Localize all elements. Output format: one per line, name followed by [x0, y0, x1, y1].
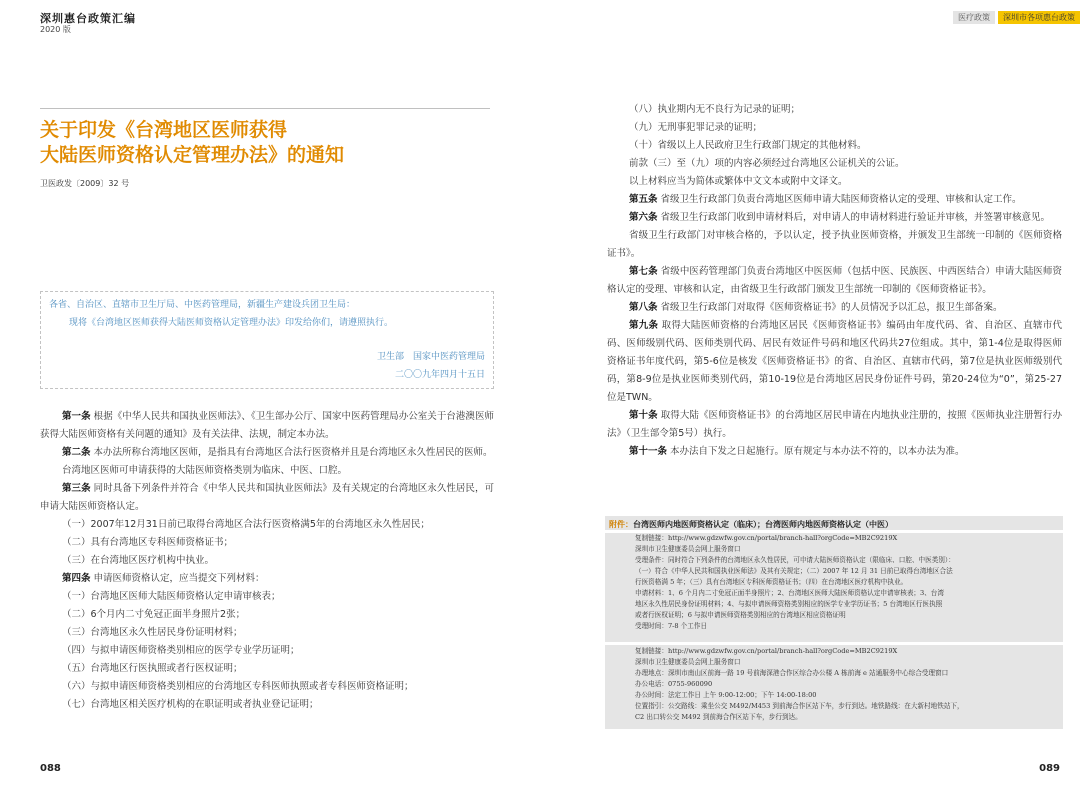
notice-title-line2: 大陆医师资格认定管理办法》的通知 — [40, 144, 345, 166]
note-paragraph: 以上材料应当为简体或繁体中文文本或附中文译文。 — [629, 176, 848, 187]
article-2 — [40, 444, 494, 462]
list-item: （一）2007年12月31日前已取得台湾地区合法行医资格满5年的台湾地区永久性居民； — [62, 519, 430, 530]
appendix-label: 附件： — [609, 520, 633, 529]
category-tag: 医疗政策 — [953, 11, 995, 24]
list-item: （三）台湾地区永久性居民身份证明材料； — [62, 627, 243, 638]
article-6-para-2: 省级卫生行政部门对审核合格的，予以认定，授予执业医师资格，并颁发卫生部统一印制的《医师资格证书》。 — [607, 230, 1062, 259]
article-11 — [607, 443, 1062, 461]
article-head: 第四条 — [62, 573, 91, 584]
list-item: （三）在台湾地区医疗机构中执业。 — [62, 555, 215, 566]
article-7 — [607, 263, 1062, 299]
list-item: （九）无刑事犯罪记录的证明； — [629, 122, 763, 133]
region-tag: 深圳市各项惠台政策 — [998, 11, 1080, 24]
list-item: （五）台湾地区行医执照或者行医权证明； — [62, 663, 243, 674]
notice-recipients: 各省、自治区、直辖市卫生厅局、中医药管理局，新疆生产建设兵团卫生局： — [49, 300, 356, 310]
article-head: 第一条 — [62, 411, 91, 422]
list-item: （六）与拟申请医师资格类别相应的台湾地区专科医师执照或者专科医师资格证明； — [62, 681, 414, 692]
article-text: 省级卫生行政部门收到申请材料后，对申请人的申请材料进行验证并审核，并签署审核意见。 — [657, 212, 1051, 223]
list-item: （一）台湾地区医师大陆医师资格认定申请审核表； — [62, 591, 281, 602]
article-text: 取得大陆《医师资格证书》的台湾地区居民申请在内地执业注册的，按照《医师执业注册暂行办法》（卫生部令第5号）执行。 — [607, 410, 1062, 439]
list-item: （七）台湾地区相关医疗机构的在职证明或者执业登记证明； — [62, 699, 319, 710]
article-text: 根据《中华人民共和国执业医师法》、《卫生部办公厅、国家中医药管理局办公室关于台港澳医师获得大陆医师资格有关问题的通知》及有关法律、法规，制定本办法。 — [40, 411, 494, 440]
right-column — [607, 101, 1062, 461]
article-9 — [607, 317, 1062, 407]
appendix-box — [605, 516, 1063, 729]
article-text: 本办法自下发之日起施行。原有规定与本办法不符的，以本办法为准。 — [667, 446, 965, 457]
appendix-title — [609, 519, 893, 530]
article-head: 第九条 — [629, 320, 659, 331]
article-4 — [40, 570, 494, 588]
page-number-right: 089 — [1039, 763, 1060, 774]
article-8 — [607, 299, 1062, 317]
notice-issuer: 卫生部 国家中医药管理局 — [376, 352, 485, 362]
book-title: 深圳惠台政策汇编 — [40, 12, 136, 25]
article-head: 第三条 — [62, 483, 91, 494]
notice-date: 二〇〇九年四月十五日 — [394, 370, 485, 380]
article-head: 第十条 — [629, 410, 658, 421]
article-text: 省级中医药管理部门负责台湾地区中医医师（包括中医、民族医、中西医结合）申请大陆医师资格认定的受理、审核和认定，由省级卫生行政部门颁发卫生部统一印制的《医师资格证书》。 — [607, 266, 1062, 295]
notice-title — [40, 118, 480, 168]
document-number: 卫医政发〔2009〕32 号 — [40, 179, 130, 188]
book-edition: 2020 版 — [40, 25, 71, 34]
article-3 — [40, 480, 494, 516]
article-text: 同时具备下列条件并符合《中华人民共和国执业医师法》及有关规定的台湾地区永久性居民，可申请大陆医师资格认定。 — [40, 483, 494, 512]
article-head: 第八条 — [629, 302, 658, 313]
article-head: 第六条 — [629, 212, 658, 223]
list-item: （四）与拟申请医师资格类别相应的医学专业学历证明； — [62, 645, 300, 656]
appendix-block-tcm: 复制链接：http://www.gdzwfw.gov.cn/portal/branch-hall?orgCode=MB2C9219X 深圳市卫生健康委员会网上服务窗口 办理地点：深圳市南山区前海一路 19 号前海深港合作区综合办公楼 A 栋前海 e 站通服务中心综合受理窗口 办公电话：0755-960090 办公时间：法定工作日 上午 9:00-12:00；下午 14:00-18:00 位置指引：公交路线：乘坐公交 M492/M453 到前海合作区站下车，步行到达。地铁路线：在大新村地铁站下， C2 出口转公交 M492 到前海合作区站下车，步行到达。 — [635, 647, 964, 721]
left-column — [40, 408, 494, 714]
article-text: 取得大陆医师资格的台湾地区居民《医师资格证书》编码由年度代码、省、自治区、直辖市代码、医师级别代码、医师类别代码、居民有效证件号码和地区代码共27位组成。其中，第1-4位是取得医师资格证书年度代码，第5-6位是核发《医师资格证书》的省、自治区、直辖市代码，第7位是执业医师级别代码，第8-9位是执业医师类别代码，第10-19位是台湾地区居民身份证件号码，第20-24位为“0”，第25-27位是TWN。 — [607, 320, 1062, 403]
notice-title-line1: 关于印发《台湾地区医师获得 — [40, 119, 288, 141]
article-text: 申请医师资格认定，应当提交下列材料： — [90, 573, 265, 584]
article-10 — [607, 407, 1062, 443]
article-6 — [607, 209, 1062, 227]
article-5 — [607, 191, 1062, 209]
page-number-left: 088 — [40, 763, 61, 774]
list-item: （十）省级以上人民政府卫生行政部门规定的其他材料。 — [629, 140, 867, 151]
list-item: （八）执业期内无不良行为记录的证明； — [629, 104, 801, 115]
article-text: 省级卫生行政部门对取得《医师资格证书》的人员情况予以汇总，报卫生部备案。 — [657, 302, 1003, 313]
article-1 — [40, 408, 494, 444]
note-paragraph: 前款（三）至（九）项的内容必须经过台湾地区公证机关的公证。 — [629, 158, 905, 169]
notice-body: 现将《台湾地区医师获得大陆医师资格认定管理办法》印发给你们，请遵照执行。 — [69, 318, 394, 328]
article-head: 第二条 — [62, 447, 91, 458]
article-head: 第七条 — [629, 266, 658, 277]
article-head: 第十一条 — [629, 446, 668, 457]
article-head: 第五条 — [629, 194, 658, 205]
appendix-title-text: 台湾医师内地医师资格认定（临床）；台湾医师内地医师资格认定（中医） — [633, 520, 893, 529]
list-item: （二）具有台湾地区专科医师资格证书； — [62, 537, 234, 548]
title-divider — [40, 108, 490, 109]
list-item: （二）6个月内二寸免冠正面半身照片2张； — [62, 609, 246, 620]
appendix-block-clinical: 复制链接：http://www.gdzwfw.gov.cn/portal/branch-hall?orgCode=MB2C9219X 深圳市卫生健康委员会网上服务窗口 受理条件：同时符合下列条件的台湾地区永久性居民，可申请大陆医师资格认定（限临床、口腔、中医类别）： （一）符合《中华人民共和国执业医师法》及其有关规定；（二）2007 年 12 月 31 日前已取得台湾地区合法 行医资格满 5 年；（三）具有台湾地区专科医师资格证书；（四）在台湾地区医疗机构中执业。 申请材料：1、6 个月内二寸免冠正面半身照片；2、台湾地区医师大陆医师资格认定申请审核表；3、台湾 地区永久性居民身份证明材料；4、与拟申请医师资格类别相应的医学专业学历证书；5 台湾地区行医执照 或者行医权证明；6 与拟申请医师资格类别相应的台湾地区相应资格证明 受理时间：7-8 个工作日 — [635, 534, 955, 630]
notice-box — [40, 291, 494, 389]
header-tags — [953, 11, 1080, 24]
article-text: 本办法所称台湾地区医师，是指具有台湾地区合法行医资格并且是台湾地区永久性居民的医师。 — [90, 447, 493, 458]
article-2-para-2: 台湾地区医师可申请获得的大陆医师资格类别为临床、中医、口腔。 — [62, 465, 348, 476]
article-text: 省级卫生行政部门负责台湾地区医师申请大陆医师资格认定的受理、审核和认定工作。 — [657, 194, 1022, 205]
appendix-separator — [605, 642, 1063, 645]
